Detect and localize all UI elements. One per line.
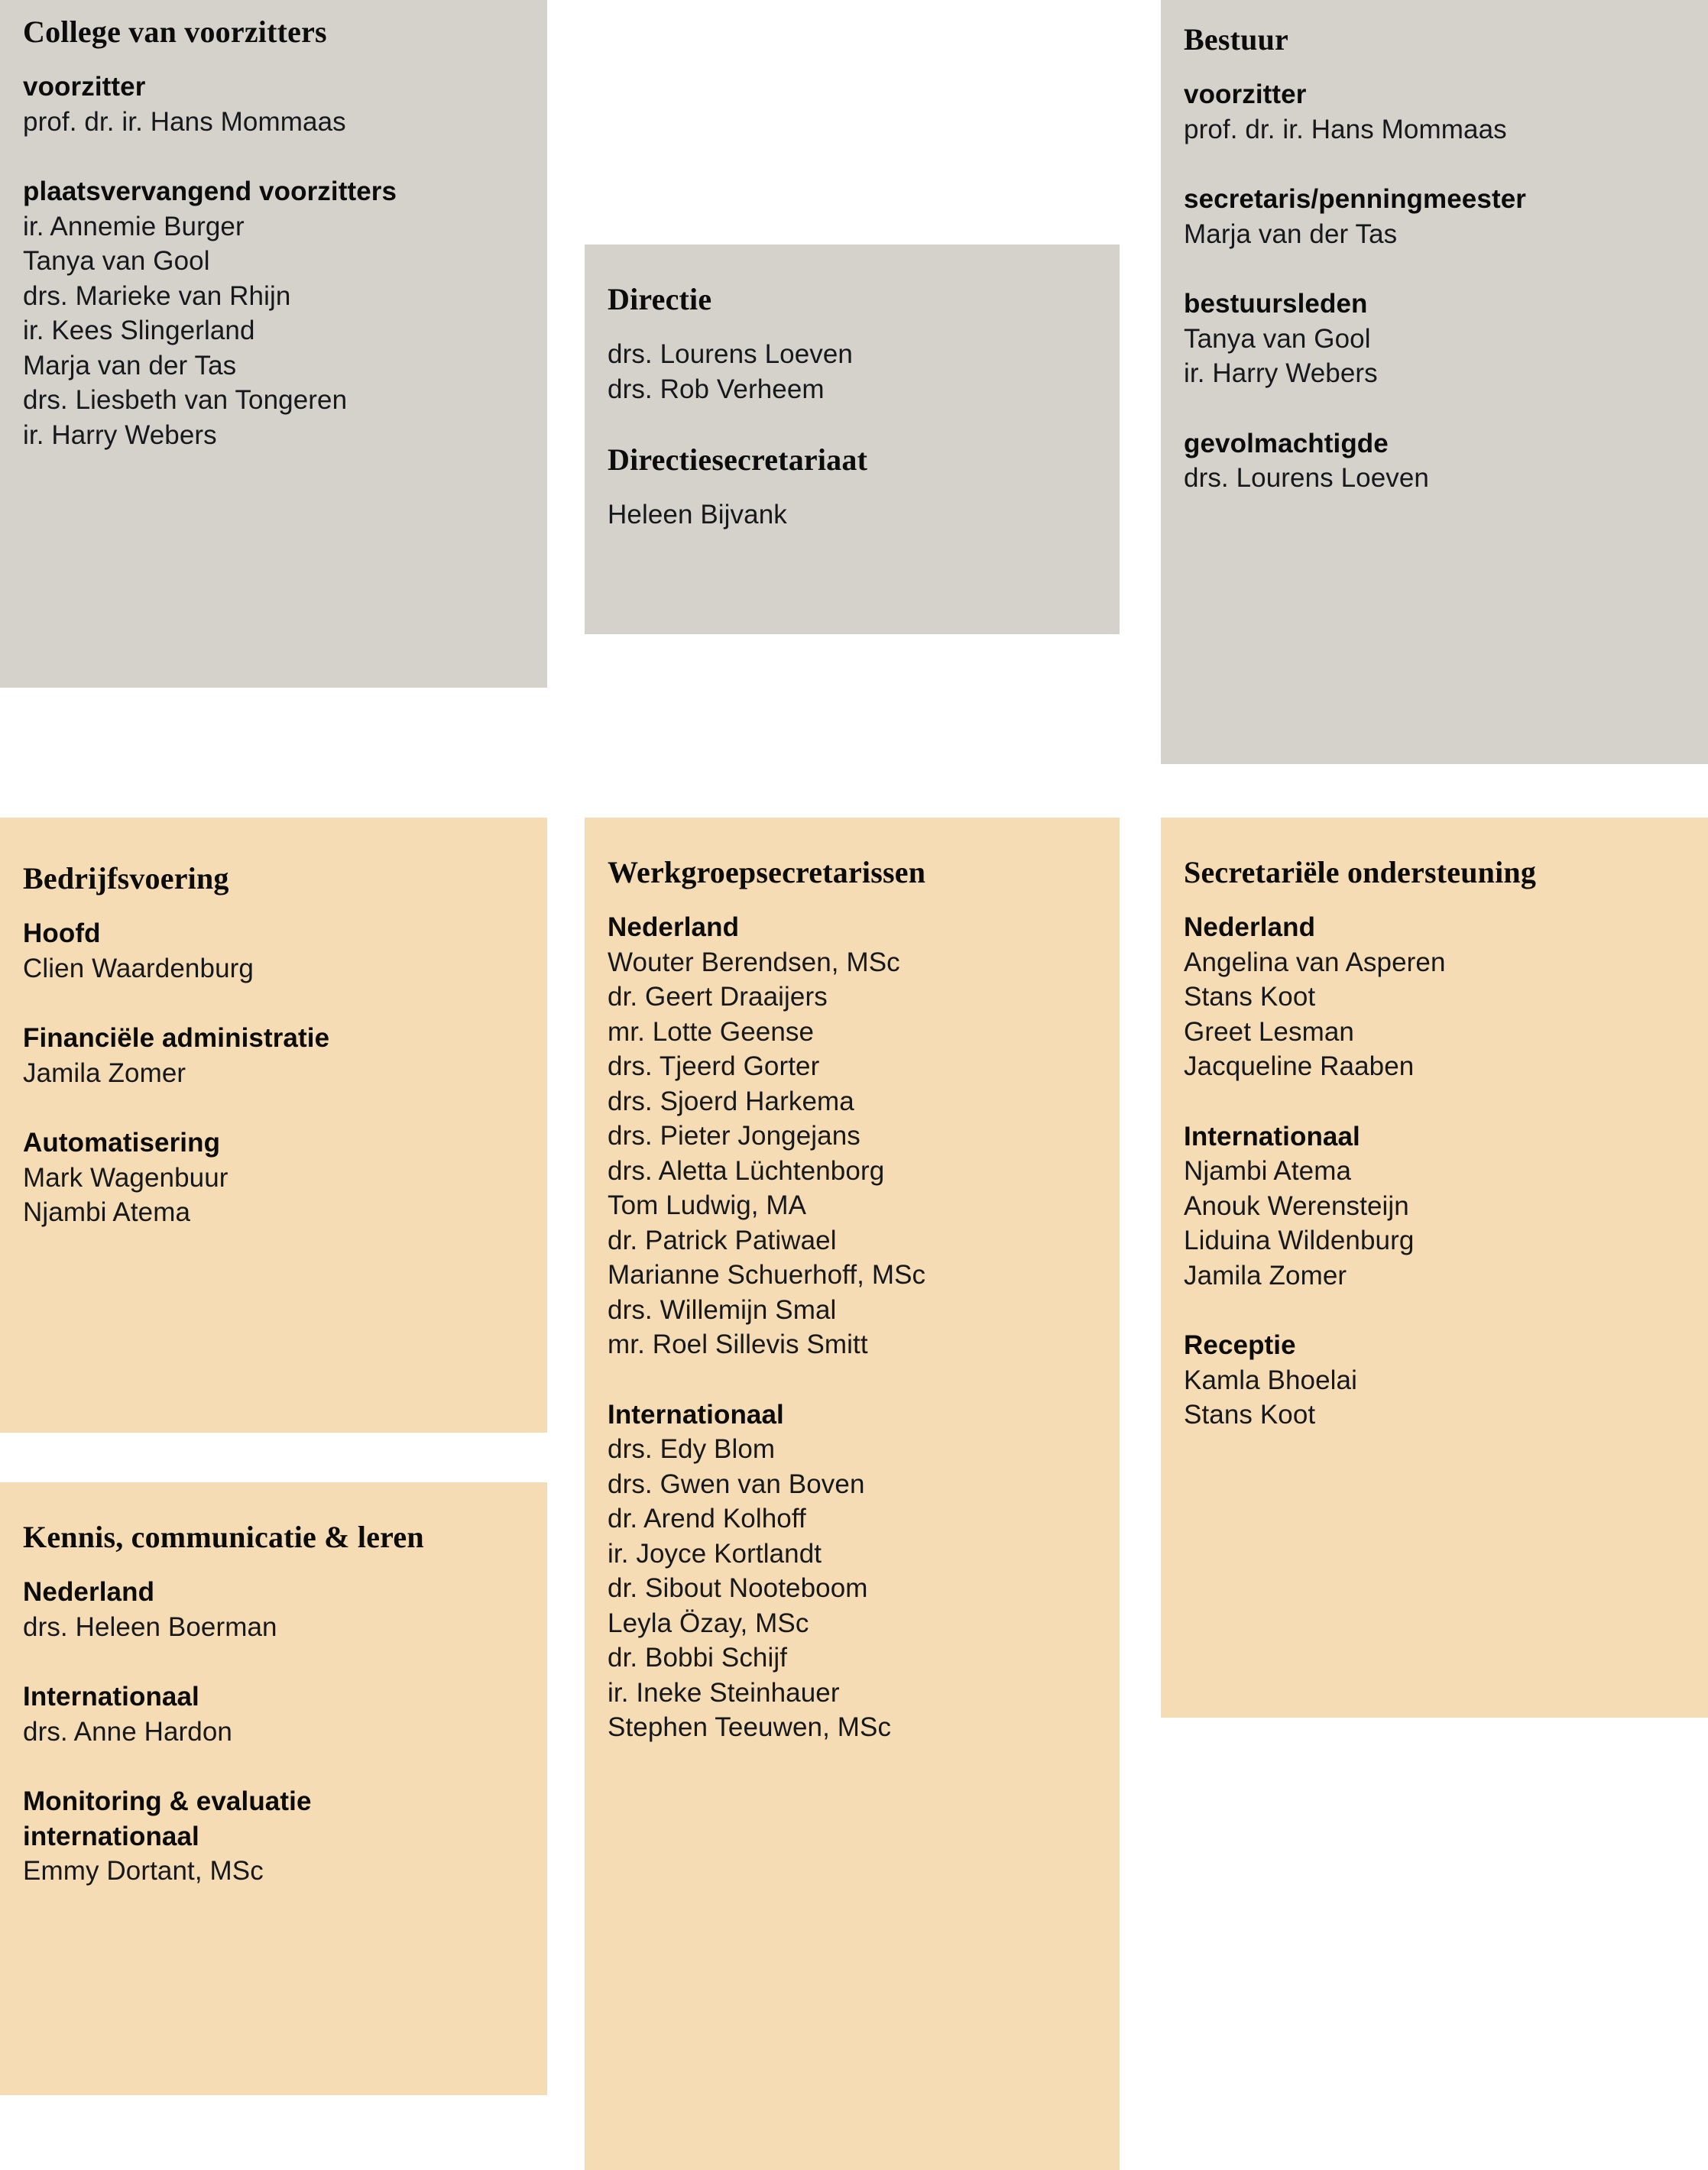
person-name: mr. Lotte Geense [608, 1016, 815, 1047]
person-name: drs. Tjeerd Gorter [608, 1051, 820, 1082]
group-heading: plaatsvervangend voorzitters [23, 177, 397, 207]
group-heading: Nederland [608, 912, 740, 943]
person-name: dr. Sibout Nooteboom [608, 1573, 868, 1604]
group-secretaris-penningmeester [1184, 182, 1682, 251]
group-gevolmachtigde [1184, 426, 1682, 496]
person-name: ir. Annemie Burger [23, 211, 245, 241]
person-name: Marja van der Tas [23, 350, 237, 381]
group-heading: Automatisering [23, 1128, 221, 1158]
group-heading: Nederland [1184, 912, 1316, 943]
panel-title: College van voorzitters [23, 15, 327, 49]
person-name: prof. dr. ir. Hans Mommaas [1184, 114, 1507, 144]
person-name: drs. Lourens Loeven [1184, 463, 1430, 494]
panel-title: Secretariële ondersteuning [1184, 855, 1537, 889]
group-directie-members [608, 337, 1094, 406]
panel-college-van-voorzitters [0, 0, 547, 688]
person-name: Tom Ludwig, MA [608, 1190, 807, 1221]
person-name: Tanya van Gool [23, 246, 210, 277]
group-heading: Internationaal [1184, 1121, 1360, 1151]
person-name: drs. Anne Hardon [23, 1716, 232, 1747]
group-hoofd [23, 916, 521, 986]
panel-secretariele-ondersteuning [1161, 818, 1708, 1718]
person-name: prof. dr. ir. Hans Mommaas [23, 106, 346, 137]
person-name: drs. Rob Verheem [608, 374, 825, 404]
person-name: dr. Bobbi Schijf [608, 1643, 788, 1673]
person-name: Kamla Bhoelai [1184, 1365, 1357, 1395]
person-name: ir. Ineke Steinhauer [608, 1677, 840, 1708]
group-heading: gevolmachtigde [1184, 428, 1389, 458]
person-name: Tanya van Gool [1184, 323, 1371, 354]
person-name: Stans Koot [1184, 1400, 1316, 1430]
person-name: drs. Heleen Boerman [23, 1611, 277, 1642]
person-name: Marianne Schuerhoff, MSc [608, 1260, 926, 1291]
group-voorzitter [23, 70, 521, 139]
person-name: drs. Liesbeth van Tongeren [23, 385, 348, 416]
person-name: drs. Lourens Loeven [608, 339, 854, 370]
group-heading: Financiële administratie [23, 1023, 330, 1054]
person-name: Njambi Atema [23, 1197, 191, 1228]
group-heading: voorzitter [1184, 79, 1307, 110]
group-automatisering [23, 1125, 521, 1230]
group-heading: Hoofd [23, 918, 101, 949]
panel-title: Bestuur [1184, 22, 1288, 57]
person-name: Emmy Dortant, MSc [23, 1856, 264, 1887]
group-plaatsvervangend-voorzitters [23, 174, 521, 452]
group-heading: bestuursleden [1184, 289, 1368, 319]
person-name: dr. Geert Draaijers [608, 982, 828, 1012]
person-name: Jamila Zomer [23, 1057, 186, 1088]
person-name: Clien Waardenburg [23, 953, 254, 983]
panel-bestuur [1161, 0, 1708, 764]
panel-title: Kennis, communicatie & leren [23, 1520, 424, 1554]
group-receptie [1184, 1328, 1682, 1433]
group-heading-line2: internationaal [23, 1821, 199, 1851]
group-financiele-administratie [23, 1021, 521, 1090]
person-name: Greet Lesman [1184, 1016, 1354, 1047]
person-name: Marja van der Tas [1184, 219, 1398, 249]
group-directiesecretariaat-members [608, 497, 1094, 533]
person-name: dr. Patrick Patiwael [608, 1225, 837, 1255]
group-heading: Internationaal [608, 1399, 784, 1430]
group-heading: Nederland [23, 1577, 155, 1608]
person-name: Liduina Wildenburg [1184, 1226, 1415, 1256]
group-nederland [23, 1575, 521, 1644]
person-name: drs. Marieke van Rhijn [23, 280, 291, 311]
group-heading: voorzitter [23, 72, 146, 102]
person-name: Jamila Zomer [1184, 1260, 1347, 1291]
person-name: Njambi Atema [1184, 1156, 1352, 1187]
person-name: ir. Kees Slingerland [23, 316, 255, 346]
person-name: dr. Arend Kolhoff [608, 1504, 806, 1534]
group-internationaal [1184, 1119, 1682, 1294]
group-nederland [608, 910, 1094, 1362]
person-name: Jacqueline Raaben [1184, 1051, 1415, 1082]
person-name: drs. Sjoerd Harkema [608, 1086, 854, 1116]
person-name: Wouter Berendsen, MSc [608, 947, 900, 977]
panel-directie [585, 245, 1120, 634]
person-name: ir. Harry Webers [1184, 358, 1378, 389]
panel-title: Bedrijfsvoering [23, 861, 229, 896]
group-bestuursleden [1184, 287, 1682, 391]
panel-bedrijfsvoering [0, 818, 547, 1433]
person-name: Angelina van Asperen [1184, 947, 1446, 977]
group-heading: Monitoring & evaluatie [23, 1786, 312, 1817]
panel-title: Werkgroepsecretarissen [608, 855, 926, 889]
person-name: ir. Harry Webers [23, 419, 217, 450]
person-name: Heleen Bijvank [608, 500, 787, 530]
panel-title: Directie [608, 282, 712, 316]
group-internationaal [23, 1679, 521, 1749]
person-name: Stephen Teeuwen, MSc [608, 1712, 892, 1743]
panel-kennis-communicatie-leren [0, 1482, 547, 2095]
person-name: mr. Roel Sillevis Smitt [608, 1330, 868, 1360]
panel-werkgroepsecretarissen [585, 818, 1120, 2170]
person-name: Anouk Werensteijn [1184, 1190, 1409, 1221]
person-name: drs. Willemijn Smal [608, 1294, 837, 1325]
person-name: Leyla Özay, MSc [608, 1608, 809, 1638]
group-monitoring-evaluatie-internationaal [23, 1784, 521, 1889]
group-voorzitter [1184, 77, 1682, 147]
person-name: drs. Edy Blom [608, 1434, 776, 1465]
group-internationaal [608, 1398, 1094, 1745]
person-name: drs. Gwen van Boven [608, 1469, 865, 1499]
group-heading: Receptie [1184, 1330, 1296, 1361]
person-name: ir. Joyce Kortlandt [608, 1538, 822, 1569]
person-name: drs. Aletta Lüchtenborg [608, 1155, 885, 1186]
group-nederland [1184, 910, 1682, 1084]
person-name: Mark Wagenbuur [23, 1162, 228, 1193]
group-heading: secretaris/penningmeester [1184, 184, 1526, 215]
person-name: Stans Koot [1184, 982, 1316, 1012]
panel-subtitle-directiesecretariaat: Directiesecretariaat [608, 442, 868, 478]
person-name: drs. Pieter Jongejans [608, 1121, 860, 1151]
group-heading: Internationaal [23, 1682, 199, 1712]
